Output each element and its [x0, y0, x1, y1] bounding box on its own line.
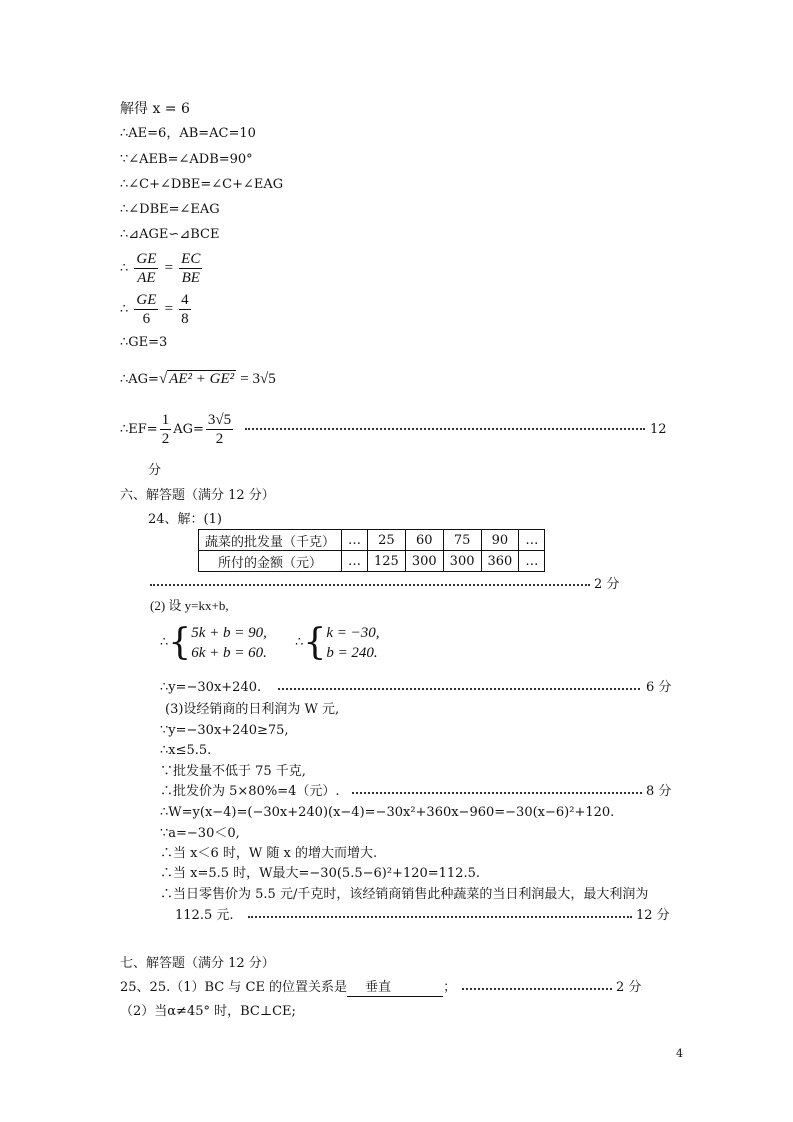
ag-line: ∴AG=√ AE² + GE² = 3√5	[120, 371, 276, 387]
section-seven-heading: 七、解答题（满分 12 分）	[120, 956, 275, 971]
score-12b: 12 分	[636, 908, 670, 923]
table-cell: 25	[368, 530, 406, 551]
table-cell: …	[519, 551, 545, 572]
fraction-ec-be: $\frac{EC}{BE}$	[181, 251, 201, 286]
score-unit: 分	[148, 463, 162, 478]
table-cell: 300	[443, 551, 481, 572]
equation-system: ∴{ 5k + b = 90, 6k + b = 60. ∴{ k = −30, b = 240.	[160, 621, 380, 663]
part-2-setup: (2) 设 y=kx+b,	[150, 598, 229, 613]
table-row	[199, 551, 545, 572]
fraction-3root5-over-2: $\frac{3√5}{2}$	[207, 412, 232, 447]
table-row	[199, 530, 545, 551]
question-25-line: 25、25.（1）BC 与 CE 的位置关系是 垂直 ；	[120, 980, 457, 995]
conclusion-value: 112.5 元.	[175, 908, 234, 923]
radicand: AE² + GE²	[169, 371, 235, 387]
dotted-leader	[278, 688, 640, 690]
table-cell: 所付的金额（元）	[199, 551, 342, 572]
angle-line-1: ∵∠AEB=∠ADB=90°	[120, 152, 253, 167]
table-cell: 蔬菜的批发量（千克）	[199, 530, 342, 551]
question-24-label: 24、解：(1)	[148, 512, 222, 527]
ef-line: ∴EF= $\frac{1}{2}$ AG= $\frac{3√5}{2}$	[120, 412, 232, 447]
answer-blank: 垂直	[347, 980, 443, 997]
score-8: 8 分	[646, 784, 672, 799]
dotted-leader	[248, 916, 632, 918]
ge-value-line: ∴GE=3	[120, 335, 168, 350]
max-profit-line: ∴当 x=5.5 时，W最大=−30(5.5−6)²+120=112.5.	[160, 866, 480, 881]
score-6: 6 分	[646, 680, 672, 695]
data-table	[198, 529, 545, 572]
wholesale-condition-line: ∵批发量不低于 75 千克,	[160, 764, 306, 779]
dotted-leader	[352, 792, 642, 794]
profit-function-line: ∴W=y(x−4)=(−30x+240)(x−4)=−30x²+360x−960=−30(x−6)²+120.	[160, 805, 615, 820]
linear-function-result: ∴y=−30x+240.	[160, 680, 262, 695]
table-cell: 125	[368, 551, 406, 572]
table-cell: …	[342, 530, 368, 551]
dotted-leader	[245, 428, 645, 430]
x-bound-line: ∴x≤5.5.	[160, 743, 212, 758]
ae-line: ∴AE=6，AB=AC=10	[120, 126, 256, 141]
score-12: 12	[650, 422, 667, 437]
section-six-heading: 六、解答题（满分 12 分）	[120, 488, 275, 503]
system-2: k = −30, b = 240.	[326, 624, 380, 661]
solve-x-line: 解得 x = 6	[120, 101, 190, 117]
therefore-symbol: ∴	[120, 302, 129, 317]
dotted-leader	[150, 584, 590, 586]
table-cell: 90	[481, 530, 519, 551]
price-line: ∴批发价为 5×80%=4（元）.	[160, 784, 340, 799]
fraction-ge-6: $\frac{GE}{6}$	[136, 292, 157, 327]
ratio-line-2: ∴ $\frac{GE}{6}$ = $\frac{4}{8}$	[120, 292, 189, 327]
table-cell: 60	[405, 530, 443, 551]
monotonic-line: ∴当 x＜6 时，W 随 x 的增大而增大.	[160, 846, 378, 861]
system-1: 5k + b = 90, 6k + b = 60.	[191, 624, 267, 661]
fraction-half: $\frac{1}{2}$	[161, 412, 170, 447]
dotted-leader	[462, 988, 612, 990]
ratio-line-1: ∴ $\frac{GE}{AE}$ = $\frac{EC}{BE}$	[120, 251, 201, 286]
table-cell: 75	[443, 530, 481, 551]
therefore-symbol: ∴	[120, 261, 129, 276]
angle-line-3: ∴∠DBE=∠EAG	[120, 202, 220, 217]
conclusion-line: ∴当日零售价为 5.5 元/千克时，该经销商销售此种蔬菜的当日利润最大，最大利润为	[160, 887, 649, 902]
fraction-ge-ae: $\frac{GE}{AE}$	[136, 251, 157, 286]
table-cell: …	[519, 530, 545, 551]
score-2b: 2 分	[616, 980, 642, 995]
question-25-part2: （2）当α≠45° 时，BC⊥CE;	[120, 1004, 296, 1019]
inequality-line: ∵y=−30x+240≥75,	[160, 723, 289, 738]
fraction-4-8: $\frac{4}{8}$	[181, 292, 189, 327]
score-2: 2 分	[594, 577, 620, 592]
table-cell: …	[342, 551, 368, 572]
table-cell: 360	[481, 551, 519, 572]
table-cell: 300	[405, 551, 443, 572]
angle-line-2: ∴∠C+∠DBE=∠C+∠EAG	[120, 177, 284, 192]
similar-triangles-line: ∴⊿AGE∽⊿BCE	[120, 227, 220, 242]
coefficient-line: ∵a=−30＜0,	[160, 826, 240, 841]
page-number: 4	[676, 1047, 683, 1060]
part-3-setup: (3)设经销商的日利润为 W 元,	[165, 702, 340, 717]
